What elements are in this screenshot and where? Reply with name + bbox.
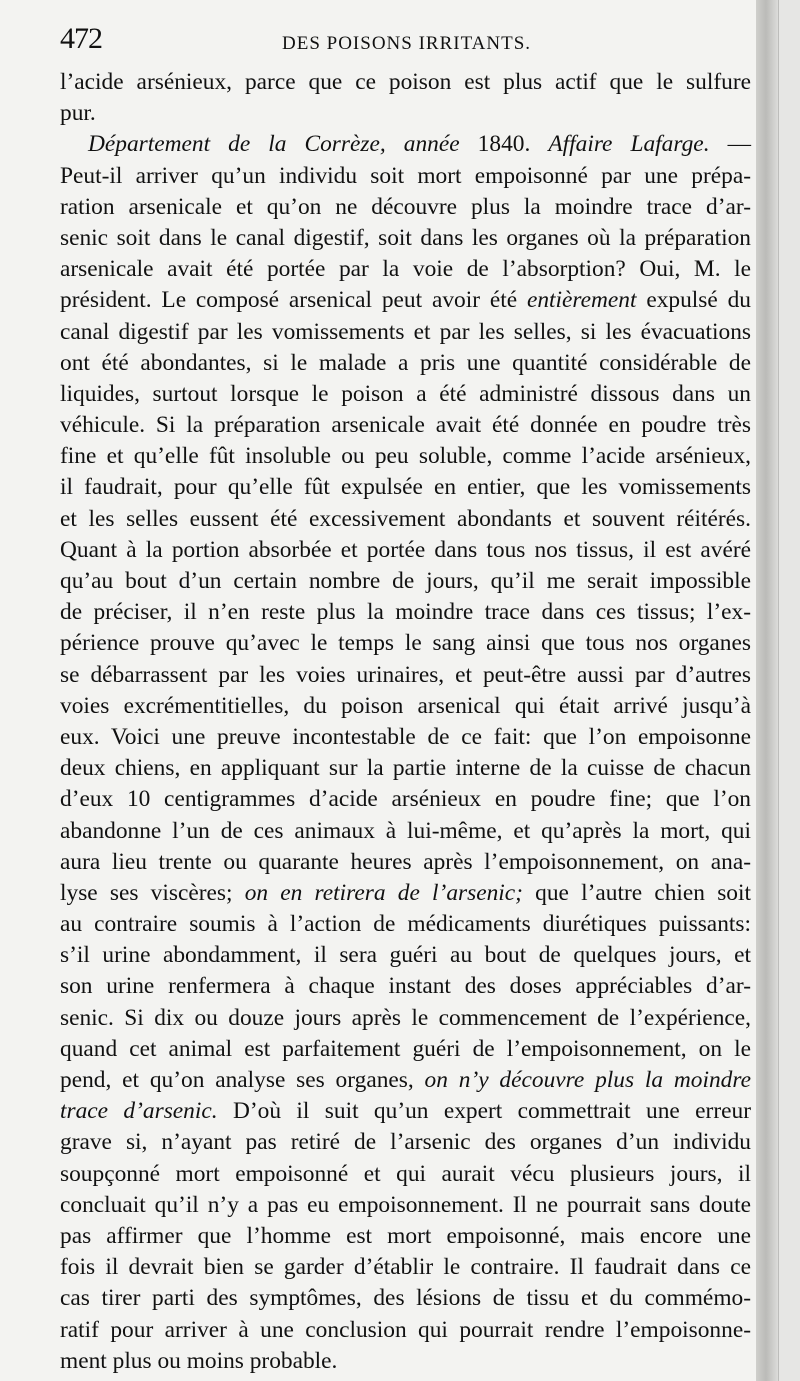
text-line <box>60 1252 751 1283</box>
text-run: aura lieu trente ou quarante heures après l’empoisonnement, on ana- <box>60 848 751 875</box>
text-run: cas tirer parti des symptômes, des lésions de tissu et du commémo- <box>60 1285 751 1312</box>
text-run: 1840. <box>477 131 549 158</box>
text-line <box>60 317 751 348</box>
text-run: eux. Voici une preuve incontestable de ce fait: que l’on empoisonne <box>60 723 751 750</box>
text-line <box>60 784 751 815</box>
text-line <box>60 129 751 160</box>
text-line <box>60 348 751 379</box>
italic-run: on n’y découvre plus la moindre <box>424 1067 751 1093</box>
text-run: senic. Si dix ou douze jours après le commencement de l’expérience, <box>60 1004 751 1031</box>
text-run: se débarrassent par les voies urinaires, et peut-être aussi par d’autres <box>60 661 751 688</box>
text-run: fois il devrait bien se garder d’établir le contraire. Il faudrait dans ce <box>60 1254 751 1281</box>
text-run: abandonne l’un de ces animaux à lui-même, et qu’après la mort, qui <box>60 817 751 844</box>
text-line <box>60 909 751 940</box>
text-line <box>60 597 751 628</box>
text-run: pas affirmer que l’homme est mort empoisonné, mais encore une <box>60 1222 751 1249</box>
text-run: senic soit dans le canal digestif, soit dans les organes où la préparation <box>60 224 751 251</box>
text-line <box>60 753 751 784</box>
text-line <box>60 379 751 410</box>
text-line <box>60 161 751 192</box>
text-line <box>60 1221 751 1252</box>
text-run: Quant à la portion absorbée et portée dans tous nos tissus, il est avéré <box>60 536 751 563</box>
italic-run: trace d’arsenic. <box>60 1098 218 1125</box>
text-run: liquides, surtout lorsque le poison a été administré dissous dans un <box>60 380 751 407</box>
text-run: ont été abondantes, si le malade a pris une quantité considérable de <box>60 349 751 376</box>
text-run: quand cet animal est parfaitement guéri de l’empoisonnement, on le <box>60 1035 751 1062</box>
text-run: ration arsenicale et qu’on ne découvre plus la moindre trace d’ar- <box>60 193 751 220</box>
text-run: son urine renfermera à chaque instant des doses appréciables d’ar- <box>60 973 751 1000</box>
text-line <box>60 971 751 1002</box>
text-line <box>60 98 751 129</box>
text-run: voies excrémentitielles, du poison arsenical qui était arrivé jusqu’à <box>60 692 751 719</box>
text-run: arsenicale avait été portée par la voie de l’absorption? Oui, M. le <box>60 256 751 283</box>
page-header <box>60 22 760 62</box>
text-run: grave si, n’ayant pas retiré de l’arsenic des organes d’un individu <box>60 1129 751 1156</box>
text-line <box>60 1127 751 1158</box>
text-line <box>60 223 751 254</box>
text-line <box>60 1065 751 1096</box>
text-run: deux chiens, en appliquant sur la partie interne de la cuisse de chacun <box>60 755 751 782</box>
text-line <box>60 67 751 98</box>
text-line <box>60 691 751 722</box>
body-text <box>60 67 751 1377</box>
text-line <box>60 1346 751 1377</box>
text-run: soupçonné mort empoisonné et qui aurait vécu plusieurs jours, il <box>60 1160 751 1187</box>
text-line <box>60 504 751 535</box>
italic-run: Département de la Corrèze, année <box>88 131 478 158</box>
text-line <box>60 410 751 441</box>
text-line <box>60 1190 751 1221</box>
text-line <box>60 940 751 971</box>
text-run: Peut-il arriver qu’un individu soit mort empoisonné par une prépa- <box>60 162 751 189</box>
running-title: DES POISONS IRRITANTS. <box>282 33 532 54</box>
italic-run: Affaire Lafarge. <box>548 131 710 158</box>
text-line <box>60 660 751 691</box>
text-line <box>60 566 751 597</box>
text-run: pur. <box>60 100 96 127</box>
text-run: fine et qu’elle fût insoluble ou peu soluble, comme l’acide arsénieux, <box>60 443 751 470</box>
text-run: de préciser, il n’en reste plus la moindre trace dans ces tissus; l’ex- <box>60 599 751 626</box>
text-run: et les selles eussent été excessivement abondants et souvent réitérés. <box>60 505 751 532</box>
text-line <box>60 1159 751 1190</box>
text-run: d’eux 10 centigrammes d’acide arsénieux en poudre fine; que l’on <box>60 786 751 813</box>
text-line <box>60 192 751 223</box>
text-run: au contraire soumis à l’action de médicaments diurétiques puissants: <box>60 911 751 938</box>
text-line <box>60 441 751 472</box>
italic-run: on en retirera de l’arsenic; <box>244 879 523 906</box>
text-run: véhicule. Si la préparation arsenicale avait été donnée en poudre très <box>60 412 751 439</box>
text-line <box>60 285 751 316</box>
text-run: président. Le composé arsenical peut avoir été <box>60 287 527 314</box>
text-run: il faudrait, pour qu’elle fût expulsée en entier, que les vomissements <box>60 474 751 501</box>
text-run: s’il urine abondamment, il sera guéri au bout de quelques jours, et <box>60 942 751 969</box>
page-edge <box>756 0 778 1381</box>
text-run: ment plus ou moins probable. <box>60 1347 338 1374</box>
text-line <box>60 254 751 285</box>
text-run: l’acide arsénieux, parce que ce poison est plus actif que le sulfure <box>60 69 751 95</box>
page-number: 472 <box>60 22 102 55</box>
text-line <box>60 628 751 659</box>
text-line <box>60 722 751 753</box>
text-line <box>60 1283 751 1314</box>
text-line <box>60 1003 751 1034</box>
text-run: périence prouve qu’avec le temps le sang ainsi que tous nos organes <box>60 630 751 657</box>
text-line <box>60 1315 751 1346</box>
text-line <box>60 847 751 878</box>
text-run: pend, et qu’on analyse ses organes, <box>60 1067 425 1093</box>
text-run: que l’autre chien soit <box>522 879 751 906</box>
text-run: lyse ses viscères; <box>60 879 245 906</box>
text-line <box>60 535 751 566</box>
text-line <box>60 878 751 909</box>
text-run: canal digestif par les vomissements et par les selles, si les évacuations <box>60 318 751 345</box>
text-run: ratif pour arriver à une conclusion qui pourrait rendre l’empoisonne- <box>60 1316 751 1343</box>
text-run: — <box>709 131 751 158</box>
text-run: D’où il suit qu’un expert commettrait une erreur <box>217 1098 751 1125</box>
text-run: concluait qu’il n’y a pas eu empoisonnement. Il ne pourrait sans doute <box>60 1191 751 1218</box>
text-run: expulsé du <box>636 287 751 314</box>
text-run: qu’au bout d’un certain nombre de jours, qu’il me serait impossible <box>60 568 751 594</box>
text-line <box>60 472 751 503</box>
text-line <box>60 1034 751 1065</box>
italic-run: entièrement <box>526 287 637 314</box>
text-line <box>60 1096 751 1127</box>
text-line <box>60 816 751 847</box>
